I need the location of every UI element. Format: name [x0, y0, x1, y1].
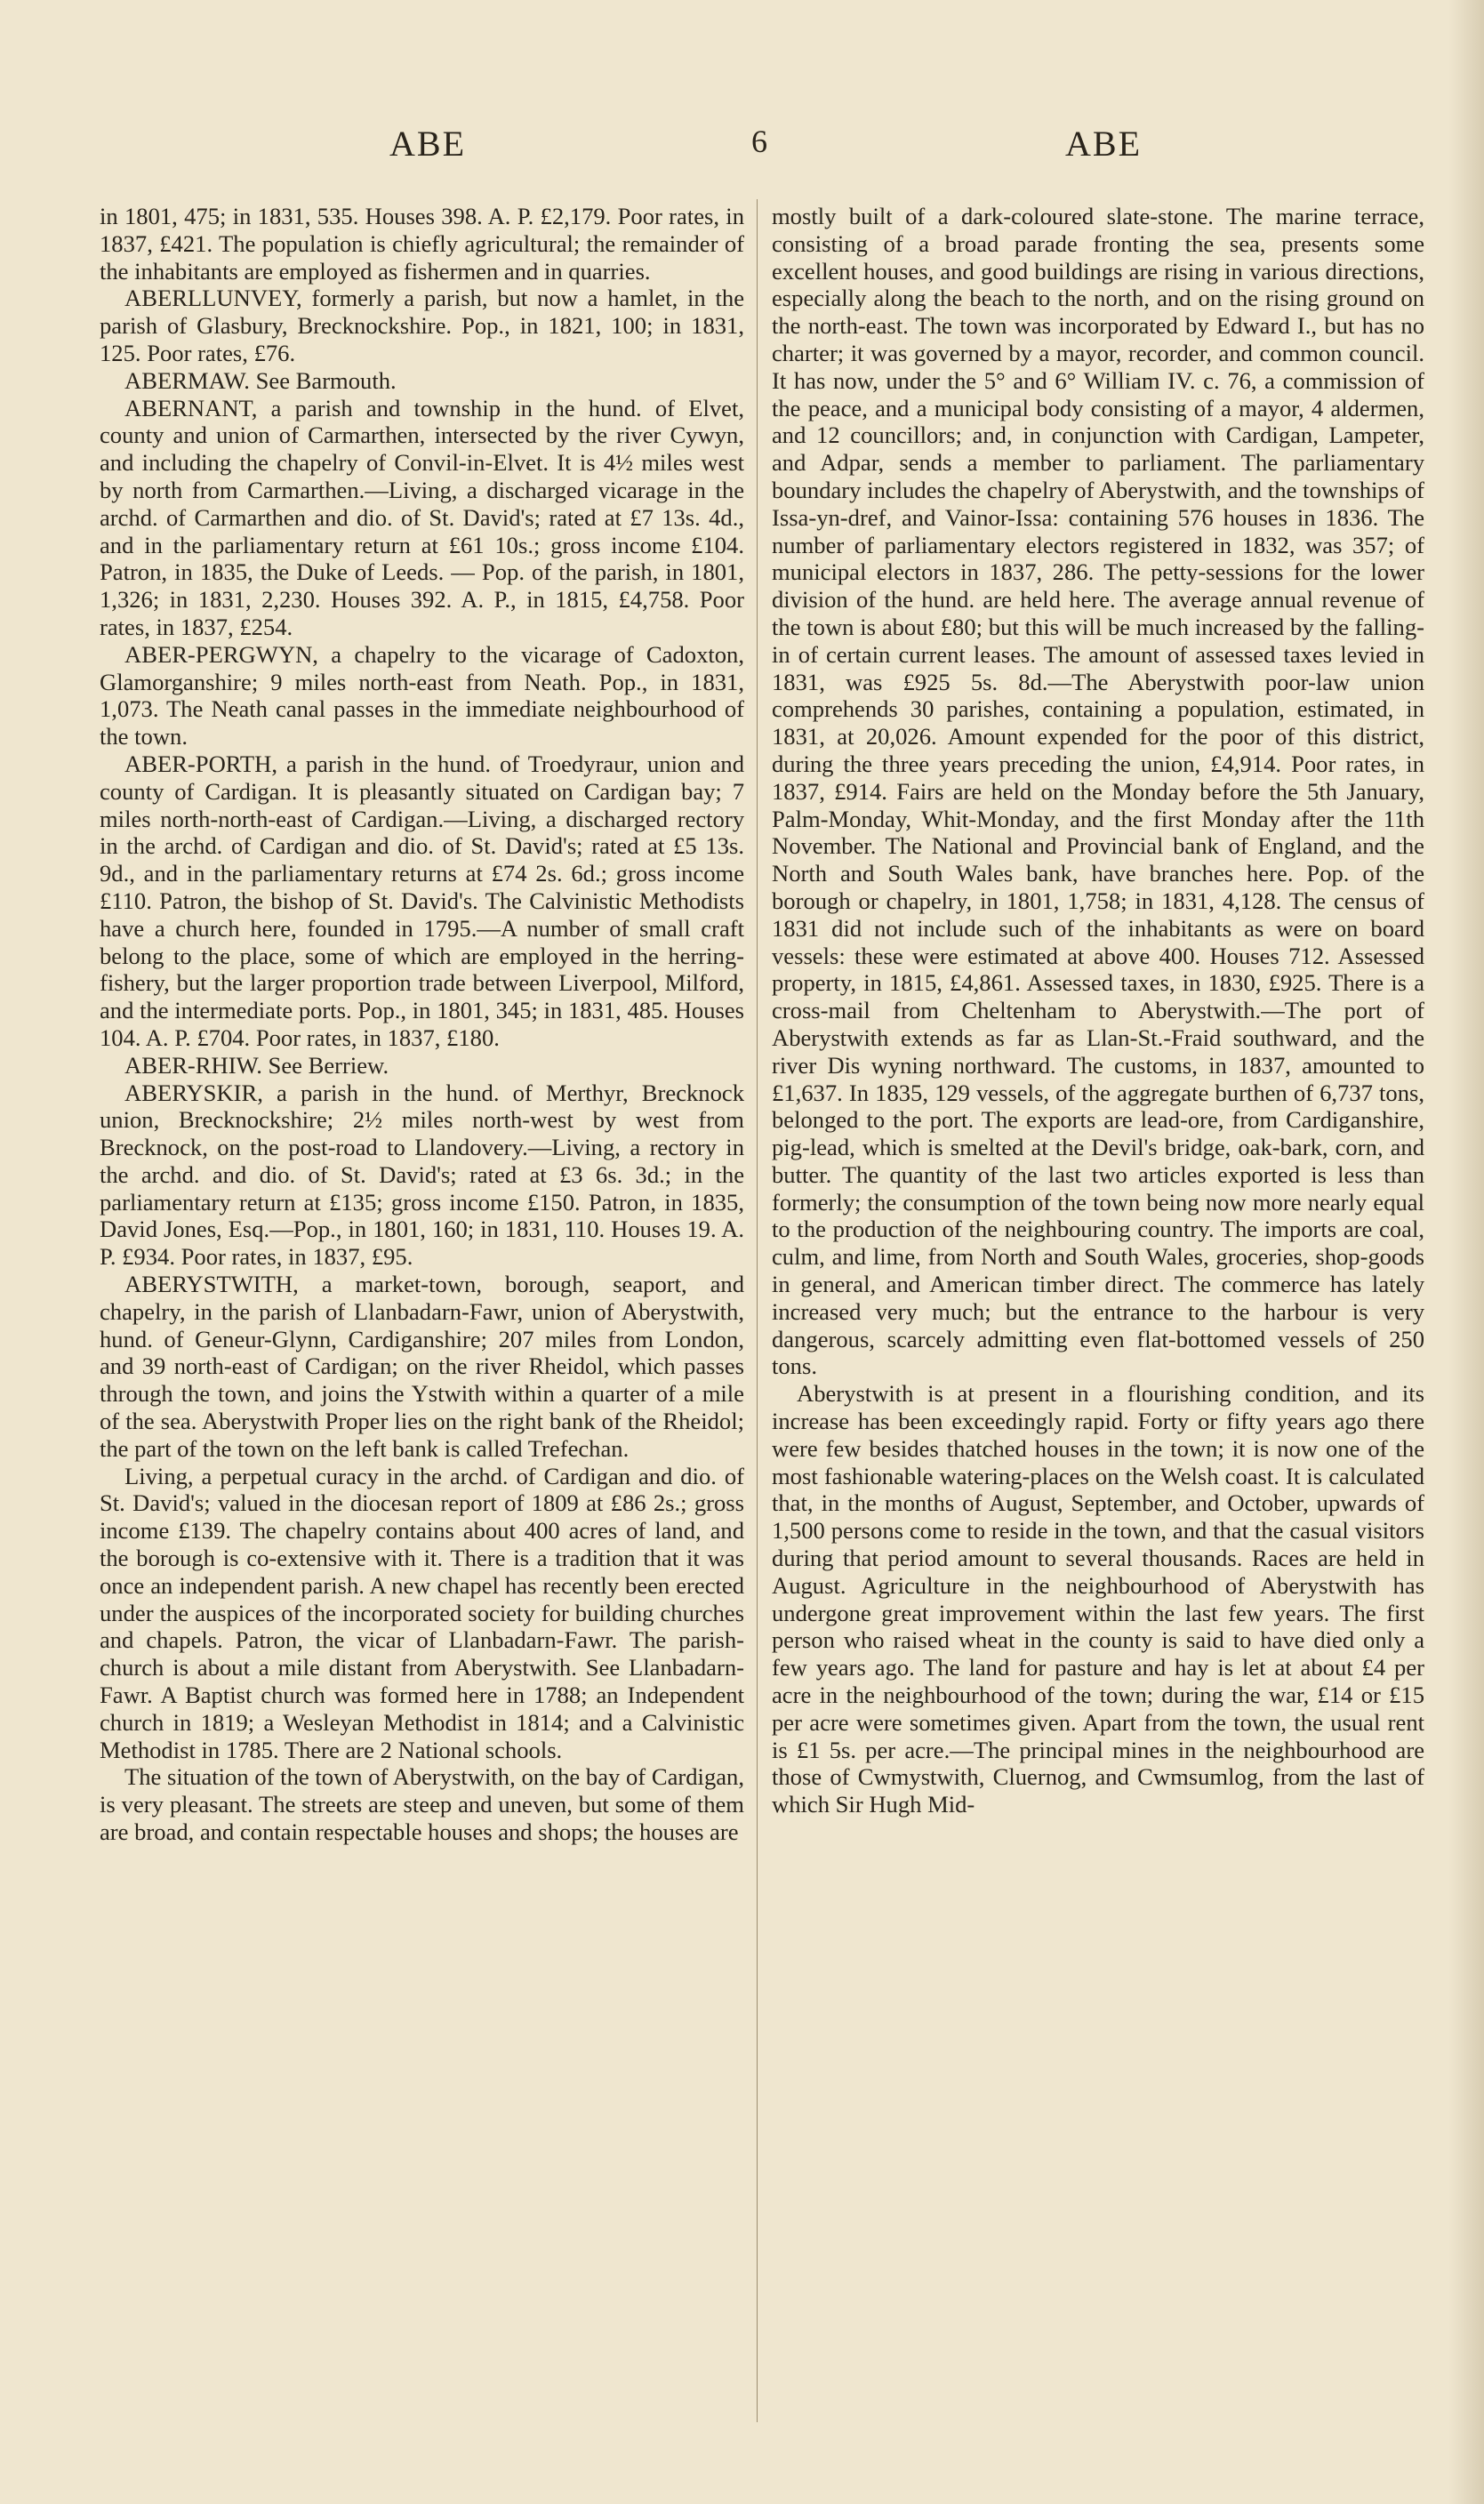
entry-aberystwith: ABERYSTWITH, a market-town, borough, seaport, and chapelry, in the parish of Llanbadarn-Fawr, union of Aberystwith, hund. of Geneur-Glynn, Cardiganshire; 207 miles from London, and 39 north-east of Cardigan; on the river Rheidol, which passes through the town, and joins the Ystwith within a quarter of a mile of the sea. Aberystwith Proper lies on the right bank of the Rheidol; the part of the town on the left bank is called Trefechan. — [100, 1271, 744, 1462]
entry-abermaw: ABERMAW. See Barmouth. — [124, 366, 397, 394]
paragraph: in 1801, 475; in 1831, 535. Houses 398. A. P. £2,179. Poor rates, in 1837, £421. The population is chiefly agricultural; the remainder of the inhabitants are employed as fishermen and in quarries. — [100, 203, 744, 285]
paragraph: Living, a perpetual curacy in the archd. of Cardigan and dio. of St. David's; valued in the diocesan report of 1809 at £86 2s.; gross income £139. The chapelry contains about 400 acres of land, and the borough is co-extensive with it. There is a tradition that it was once an independent parish. A new chapel has recently been erected under the auspices of the incorporated society for building churches and chapels. Patron, the vicar of Llanbadarn-Fawr. The parish-church is about a mile distant from Aberystwith. See Llanbadarn-Fawr. A Baptist church was formed here in 1788; an Independent church in 1819; a Wesleyan Methodist in 1814; and a Calvinistic Methodist in 1785. There are 2 National schools. — [100, 1462, 744, 1763]
entry-abernant: ABERNANT, a parish and township in the hund. of Elvet, county and union of Carmarthen, intersected by the river Cywyn, and including the chapelry of Convil-in-Elvet. It is 4½ miles west by north from Carmarthen.—Living, a discharged vicarage in the archd. of Carmarthen and dio. of St. David's; rated at £7 13s. 4d., and in the parliamentary return at £61 10s.; gross income £104. Patron, in 1835, the Duke of Leeds. — Pop. of the parish, in 1801, 1,326; in 1831, 2,230. Houses 392. A. P., in 1815, £4,758. Poor rates, in 1837, £254. — [100, 394, 744, 640]
right-column — [772, 203, 1424, 1818]
header-left-word: ABE — [389, 124, 466, 164]
entry-aber-pergwyn: ABER-PERGWYN, a chapelry to the vicarage of Cadoxton, Glamorganshire; 9 miles north-east from Neath. Pop., in 1831, 1,073. The Neath canal passes in the immediate neighbourhood of the town. — [100, 640, 744, 750]
column-divider — [757, 199, 758, 2422]
running-head — [0, 123, 1484, 176]
entry-aber-porth: ABER-PORTH, a parish in the hund. of Troedyraur, union and county of Cardigan. It is pleasantly situated on Cardigan bay; 7 miles north-north-east of Cardigan.—Living, a discharged rectory in the archd. of Cardigan and dio. of St. David's; rated at £5 13s. 9d., and in the parliamentary returns at £74 2s. 6d.; gross income £110. Patron, the bishop of St. David's. The Calvinistic Methodists have a church here, founded in 1795.—A number of small craft belong to the place, some of which are employed in the herring-fishery, but the larger proportion trade between Liverpool, Milford, and the intermediate ports. Pop., in 1801, 345; in 1831, 485. Houses 104. A. P. £704. Poor rates, in 1837, £180. — [100, 750, 744, 1051]
entry-aber-rhiw: ABER-RHIW. See Berriew. — [124, 1051, 389, 1079]
paragraph: Aberystwith is at present in a flourishing condition, and its increase has been exceedingly rapid. Forty or fifty years ago there were few besides thatched houses in the town; it is now one of the most fashionable watering-places on the Welsh coast. It is calculated that, in the months of August, September, and October, upwards of 1,500 persons come to reside in the town, and that the casual visitors during that period amount to several thousands. Races are held in August. Agriculture in the neighbourhood of Aberystwith has undergone great improvement within the last few years. The first person who raised wheat in the county is said to have died only a few years ago. The land for pasture and hay is let at about £4 per acre in the neighbourhood of the town; during the war, £14 or £15 per acre were sometimes given. Apart from the town, the usual rent is £1 5s. per acre.—The principal mines in the neighbourhood are those of Cwmystwith, Cluernog, and Cwmsumlog, from the last of which Sir Hugh Mid- — [772, 1380, 1424, 1818]
paragraph: The situation of the town of Aberystwith, on the bay of Cardigan, is very pleasant. The streets are steep and uneven, but some of them are broad, and contain respectable houses and shops; the houses are — [100, 1763, 744, 1846]
entry-aberyskir: ABERYSKIR, a parish in the hund. of Merthyr, Brecknock union, Brecknockshire; 2½ miles north-west by west from Brecknock, on the post-road to Llandovery.—Living, a rectory in the archd. and dio. of St. David's; rated at £3 6s. 3d.; in the parliamentary return at £135; gross income £150. Patron, in 1835, David Jones, Esq.—Pop., in 1801, 160; in 1831, 110. Houses 19. A. P. £934. Poor rates, in 1837, £95. — [100, 1079, 744, 1271]
entry-aberllunvey: ABERLLUNVEY, formerly a parish, but now a hamlet, in the parish of Glasbury, Brecknockshire. Pop., in 1821, 100; in 1831, 125. Poor rates, £76. — [100, 285, 744, 366]
page-number: 6 — [751, 124, 769, 159]
left-column — [100, 203, 744, 1846]
page-edge-shadow — [1448, 0, 1484, 2504]
header-right-word: ABE — [1065, 124, 1142, 164]
paragraph: mostly built of a dark-coloured slate-stone. The marine terrace, consisting of a broad parade fronting the sea, presents some excellent houses, and good buildings are rising in various directions, especially along the beach to the north, and on the rising ground on the north-east. The town was incorporated by Edward I., but has no charter; it was governed by a mayor, recorder, and common council. It has now, under the 5° and 6° William IV. c. 76, a commission of the peace, and a municipal body consisting of a mayor, 4 aldermen, and 12 councillors; and, in conjunction with Cardigan, Lampeter, and Adpar, sends a member to parliament. The parliamentary boundary includes the chapelry of Aberystwith, and the townships of Issa-yn-dref, and Vainor-Issa: containing 576 houses in 1836. The number of parliamentary electors registered in 1832, was 357; of municipal electors in 1837, 286. The petty-sessions for the lower division of the hund. are held here. The average annual revenue of the town is about £80; but this will be much increased by the falling-in of certain current leases. The amount of assessed taxes levied in 1831, was £925 5s. 8d.—The Aberystwith poor-law union comprehends 30 parishes, containing a population, estimated, in 1831, at 20,026. Amount expended for the poor of this district, during the three years preceding the union, £4,914. Poor rates, in 1837, £914. Fairs are held on the Monday before the 5th January, Palm-Monday, Whit-Monday, and the first Monday after the 11th November. The National and Provincial bank of England, and the North and South Wales bank, have branches here. Pop. of the borough or chapelry, in 1801, 1,758; in 1831, 4,128. The census of 1831 did not include such of the inhabitants as were on board vessels: these were estimated at above 400. Houses 712. Assessed property, in 1815, £4,861. Assessed taxes, in 1830, £925. There is a cross-mail from Cheltenham to Aberystwith.—The port of Aberystwith extends as far as Llan-St.-Fraid southward, and the river Dis wyning northward. The customs, in 1837, amounted to £1,637. In 1835, 129 vessels, of the aggregate burthen of 6,737 tons, belonged to the port. The exports are lead-ore, from Cardiganshire, pig-lead, which is smelted at the Devil's bridge, oak-bark, corn, and butter. The quantity of the last two articles exported is less than formerly; the consumption of the town being now more nearly equal to the production of the neighbouring country. The imports are coal, culm, and lime, from North and South Wales, groceries, shop-goods in general, and American timber direct. The commerce has lately increased very much; but the entrance to the harbour is very dangerous, scarcely admitting even flat-bottomed vessels of 250 tons. — [772, 203, 1424, 1380]
